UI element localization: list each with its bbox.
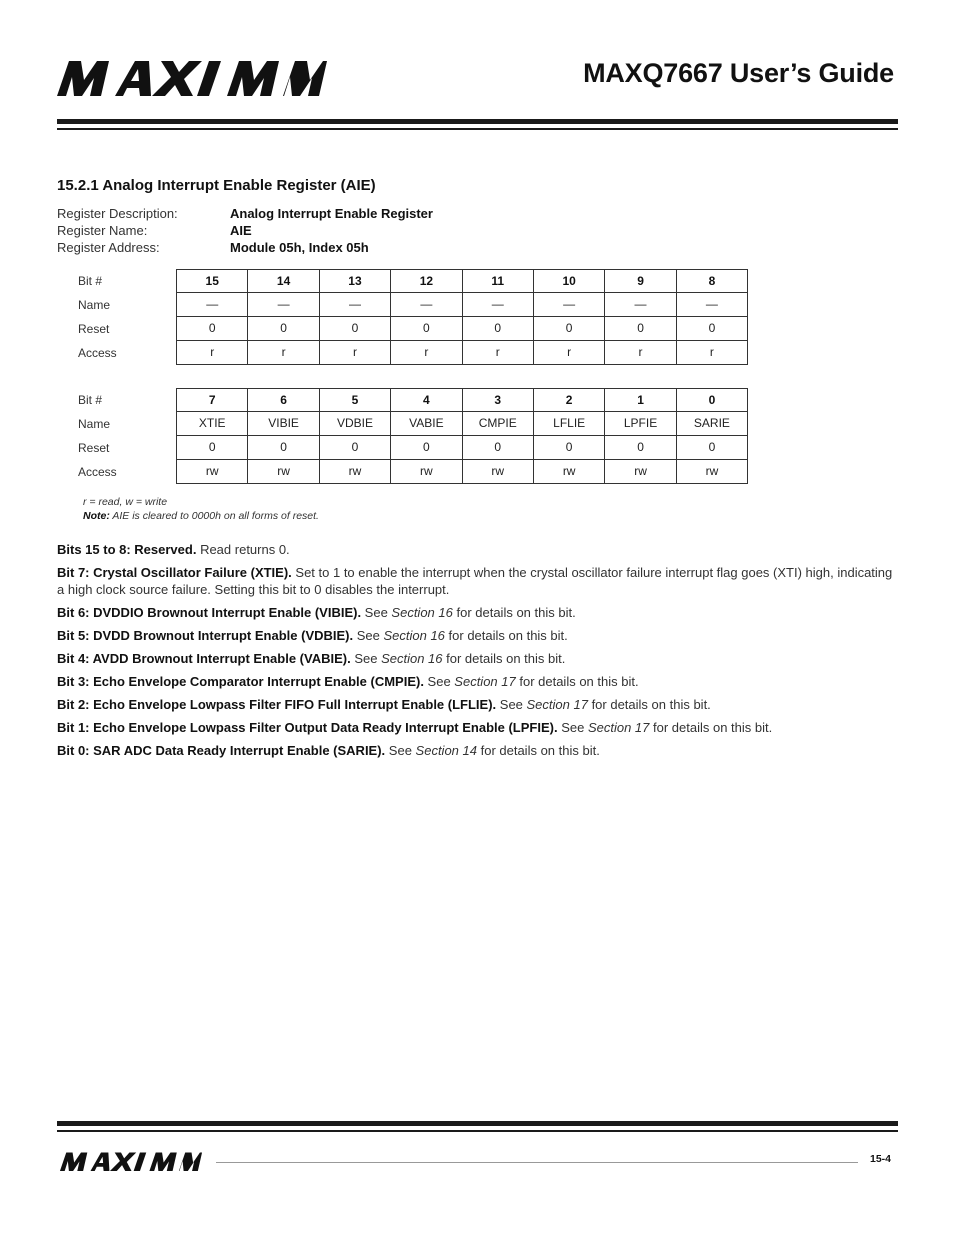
bit-access-cell: r bbox=[534, 341, 605, 365]
bit-access-cell: rw bbox=[177, 460, 248, 484]
bit-name-cell: — bbox=[677, 293, 748, 317]
reset-note bbox=[83, 509, 319, 523]
bit-access-row bbox=[78, 341, 748, 365]
bit-number-cell: 0 bbox=[677, 388, 748, 412]
bit-description-text: See bbox=[361, 605, 392, 620]
bit-number-cell: 12 bbox=[391, 269, 462, 293]
bit-description-text: for details on this bit. bbox=[444, 628, 568, 643]
bit-name-cell: — bbox=[605, 293, 676, 317]
bit-description bbox=[57, 696, 902, 713]
bit-description-title: Bit 4: AVDD Brownout Interrupt Enable (VABIE). bbox=[57, 651, 351, 666]
bit-name-cell: VDBIE bbox=[320, 412, 391, 436]
bit-reset-cell: 0 bbox=[677, 436, 748, 460]
bit-description-text: See bbox=[350, 651, 382, 666]
register-description-label: Register Description: bbox=[57, 206, 178, 221]
bit-access-cell: r bbox=[605, 341, 676, 365]
maxim-footer-logo bbox=[57, 1152, 205, 1172]
register-description-value: Analog Interrupt Enable Register bbox=[230, 206, 433, 221]
bit-description-text: for details on this bit. bbox=[442, 651, 566, 666]
bit-reset-cell: 0 bbox=[677, 317, 748, 341]
register-address-value: Module 05h, Index 05h bbox=[230, 240, 369, 255]
row-label: Bit # bbox=[78, 393, 103, 407]
bit-name-row bbox=[78, 412, 748, 436]
bit-description-title: Bit 6: DVDDIO Brownout Interrupt Enable (VIBIE). bbox=[57, 605, 362, 620]
bit-reset-cell: 0 bbox=[463, 317, 534, 341]
row-label: Bit # bbox=[78, 274, 103, 288]
bit-reset-cell: 0 bbox=[177, 317, 248, 341]
bit-description-title: Bit 0: SAR ADC Data Ready Interrupt Enable (SARIE). bbox=[57, 743, 386, 758]
note-label: Note: bbox=[83, 510, 110, 522]
table-legend bbox=[83, 495, 319, 523]
section-reference: Section 16 bbox=[391, 605, 453, 620]
bit-number-cell: 13 bbox=[320, 269, 391, 293]
bit-reset-cell: 0 bbox=[320, 436, 391, 460]
document-title: MAXQ7667 User’s Guide bbox=[583, 58, 894, 88]
bit-description-title: Bit 5: DVDD Brownout Interrupt Enable (VDBIE). bbox=[57, 628, 354, 643]
bit-number-cell: 10 bbox=[534, 269, 605, 293]
bit-description-text: See bbox=[423, 674, 455, 689]
section-reference: Section 14 bbox=[415, 743, 477, 758]
register-info bbox=[57, 205, 433, 256]
bit-description-text: for details on this bit. bbox=[515, 674, 639, 689]
bit-number-cell: 4 bbox=[391, 388, 462, 412]
bit-description-text: See bbox=[557, 720, 588, 735]
bit-access-cell: rw bbox=[463, 460, 534, 484]
bit-access-cell: r bbox=[248, 341, 319, 365]
bit-description-text: for details on this bit. bbox=[649, 720, 773, 735]
bit-table-high bbox=[78, 269, 748, 365]
bit-reset-cell: 0 bbox=[391, 317, 462, 341]
bit-description bbox=[57, 604, 902, 621]
bit-access-row bbox=[78, 460, 748, 484]
bit-number-cell: 14 bbox=[248, 269, 319, 293]
bit-name-cell: — bbox=[534, 293, 605, 317]
bit-reset-cell: 0 bbox=[248, 436, 319, 460]
bit-name-cell: XTIE bbox=[177, 412, 248, 436]
bit-reset-cell: 0 bbox=[320, 317, 391, 341]
bit-description-title: Bits 15 to 8: Reserved. bbox=[57, 542, 197, 557]
bit-reset-row bbox=[78, 436, 748, 460]
bit-reset-cell: 0 bbox=[534, 317, 605, 341]
row-label: Reset bbox=[78, 441, 110, 455]
section-reference: Section 17 bbox=[454, 674, 516, 689]
bit-access-cell: r bbox=[463, 341, 534, 365]
bit-description-text: Set to 1 to enable the interrupt when the crystal oscillator failure interrupt flag goes (XTI) high, indicating a high clock source failure. Setting this bit to 0 disables the interrupt. bbox=[57, 565, 893, 597]
bit-description-text: See bbox=[385, 743, 416, 758]
bit-description bbox=[57, 719, 902, 736]
bit-number-row bbox=[78, 269, 748, 293]
bit-name-cell: — bbox=[177, 293, 248, 317]
access-legend: r = read, w = write bbox=[83, 496, 168, 508]
row-label: Access bbox=[78, 465, 117, 479]
bit-name-cell: VABIE bbox=[391, 412, 462, 436]
bit-description bbox=[57, 650, 902, 667]
bit-description-text: Read returns 0. bbox=[196, 542, 290, 557]
bit-number-row bbox=[78, 388, 748, 412]
bit-access-cell: rw bbox=[605, 460, 676, 484]
bit-reset-cell: 0 bbox=[463, 436, 534, 460]
bit-reset-cell: 0 bbox=[605, 436, 676, 460]
bit-description-text: for details on this bit. bbox=[452, 605, 576, 620]
bit-table-low bbox=[78, 388, 748, 484]
bit-name-row bbox=[78, 293, 748, 317]
bit-reset-row bbox=[78, 317, 748, 341]
note-text: AIE is cleared to 0000h on all forms of reset. bbox=[109, 510, 319, 522]
bit-name-cell: LPFIE bbox=[605, 412, 676, 436]
register-name-value: AIE bbox=[230, 223, 252, 238]
register-address-row bbox=[57, 239, 433, 256]
bit-reset-cell: 0 bbox=[248, 317, 319, 341]
bit-access-cell: r bbox=[177, 341, 248, 365]
bit-description-text: for details on this bit. bbox=[587, 697, 711, 712]
bit-description-text: for details on this bit. bbox=[476, 743, 600, 758]
bit-reset-cell: 0 bbox=[391, 436, 462, 460]
bit-name-cell: — bbox=[320, 293, 391, 317]
bit-reset-cell: 0 bbox=[605, 317, 676, 341]
row-label: Access bbox=[78, 346, 117, 360]
bit-number-cell: 9 bbox=[605, 269, 676, 293]
bit-name-cell: — bbox=[463, 293, 534, 317]
bit-access-cell: rw bbox=[320, 460, 391, 484]
bit-reset-cell: 0 bbox=[177, 436, 248, 460]
bit-description-title: Bit 7: Crystal Oscillator Failure (XTIE). bbox=[57, 565, 292, 580]
bit-name-cell: CMPIE bbox=[463, 412, 534, 436]
bit-access-cell: r bbox=[320, 341, 391, 365]
bit-name-cell: SARIE bbox=[677, 412, 748, 436]
bit-number-cell: 1 bbox=[605, 388, 676, 412]
bit-description-text: See bbox=[496, 697, 527, 712]
bit-description bbox=[57, 673, 902, 690]
bit-description-text: See bbox=[353, 628, 384, 643]
bit-description bbox=[57, 742, 902, 759]
header-rule-thick bbox=[57, 119, 898, 124]
maxim-logo bbox=[57, 60, 327, 98]
bit-number-cell: 11 bbox=[463, 269, 534, 293]
section-reference: Section 16 bbox=[381, 651, 443, 666]
section-reference: Section 16 bbox=[383, 628, 445, 643]
bit-number-cell: 15 bbox=[177, 269, 248, 293]
bit-name-cell: — bbox=[248, 293, 319, 317]
bit-name-cell: VIBIE bbox=[248, 412, 319, 436]
bit-number-cell: 6 bbox=[248, 388, 319, 412]
bit-description bbox=[57, 564, 902, 598]
register-name-row bbox=[57, 222, 433, 239]
bit-name-cell: LFLIE bbox=[534, 412, 605, 436]
bit-reset-cell: 0 bbox=[534, 436, 605, 460]
row-label: Name bbox=[78, 298, 111, 312]
bit-number-cell: 2 bbox=[534, 388, 605, 412]
bit-descriptions bbox=[57, 541, 902, 765]
row-label: Reset bbox=[78, 322, 110, 336]
bit-access-cell: rw bbox=[534, 460, 605, 484]
register-name-label: Register Name: bbox=[57, 223, 148, 238]
bit-description-title: Bit 3: Echo Envelope Comparator Interrupt Enable (CMPIE). bbox=[57, 674, 424, 689]
bit-description bbox=[57, 627, 902, 644]
bit-number-cell: 3 bbox=[463, 388, 534, 412]
bit-access-cell: r bbox=[677, 341, 748, 365]
register-address-label: Register Address: bbox=[57, 240, 160, 255]
bit-number-cell: 5 bbox=[320, 388, 391, 412]
section-reference: Section 17 bbox=[526, 697, 588, 712]
row-label: Name bbox=[78, 417, 111, 431]
bit-access-cell: rw bbox=[677, 460, 748, 484]
bit-access-cell: rw bbox=[248, 460, 319, 484]
footer-rule-thin bbox=[57, 1130, 898, 1132]
bit-description-title: Bit 1: Echo Envelope Lowpass Filter Output Data Ready Interrupt Enable (LPFIE). bbox=[57, 720, 558, 735]
bit-name-cell: — bbox=[391, 293, 462, 317]
section-reference: Section 17 bbox=[587, 720, 650, 735]
footer-rule-thick bbox=[57, 1121, 898, 1126]
footer-line bbox=[216, 1162, 858, 1163]
bit-access-cell: r bbox=[391, 341, 462, 365]
section-heading: 15.2.1 Analog Interrupt Enable Register (AIE) bbox=[57, 177, 376, 194]
register-description-row bbox=[57, 205, 433, 222]
header-rule-thin bbox=[57, 128, 898, 130]
bit-number-cell: 8 bbox=[677, 269, 748, 293]
bit-access-cell: rw bbox=[391, 460, 462, 484]
bit-description-title: Bit 2: Echo Envelope Lowpass Filter FIFO Full Interrupt Enable (LFLIE). bbox=[57, 697, 497, 712]
page-number: 15-4 bbox=[869, 1153, 891, 1165]
bit-description bbox=[57, 541, 902, 558]
bit-number-cell: 7 bbox=[177, 388, 248, 412]
